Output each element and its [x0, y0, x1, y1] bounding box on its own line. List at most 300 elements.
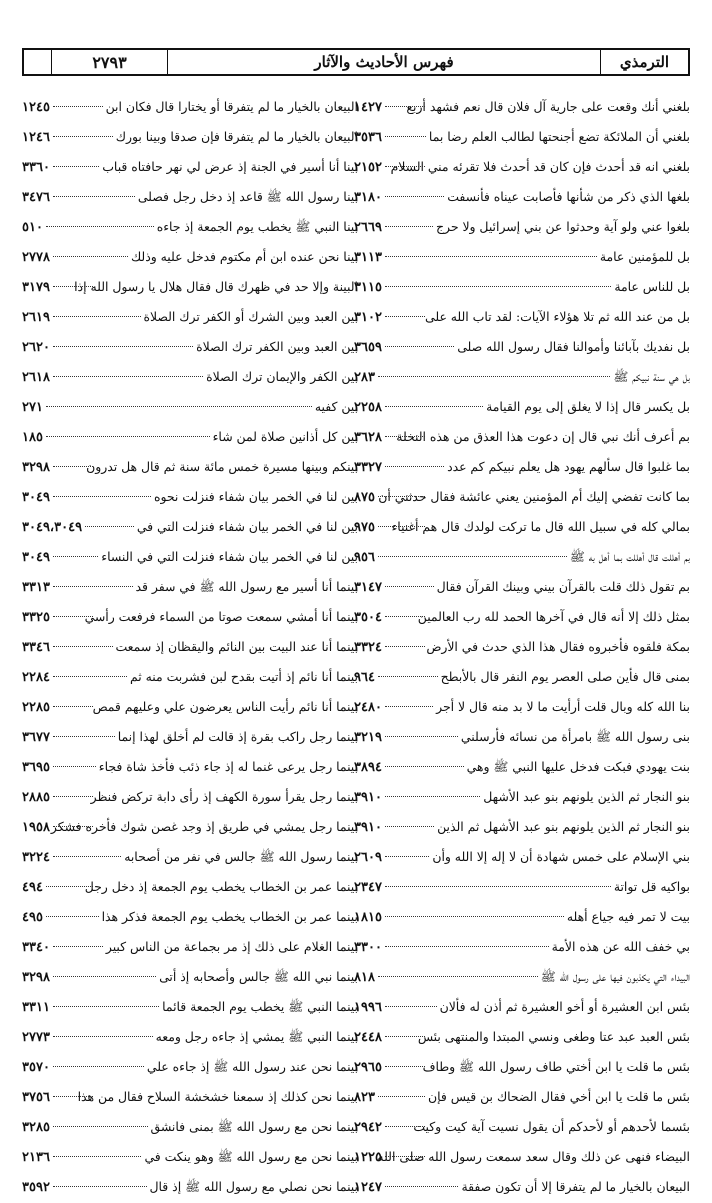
index-entry — [22, 992, 358, 1022]
hadith-number: ٣٥٩٢ — [22, 1180, 50, 1195]
hadith-number: ٣٢٩٨ — [22, 460, 50, 475]
dot-leader — [385, 856, 429, 857]
header-blank-cell — [24, 50, 52, 74]
hadith-incipit: بينما أنا نائم إذ أتيت بقدح لبن فشربت منه ثم — [130, 669, 358, 684]
dot-leader — [385, 1066, 425, 1067]
hadith-incipit: بئس ما قلت يا ابن أختي طاف رسول الله ﷺ وطاف — [422, 1059, 690, 1074]
dot-leader — [378, 556, 567, 557]
hadith-incipit: بينما نحن عند رسول الله ﷺ إذ جاءه علي — [146, 1059, 358, 1074]
dot-leader — [385, 586, 434, 587]
hadith-number: ٢٦١٨ — [22, 370, 50, 385]
dot-leader — [385, 196, 444, 197]
dot-leader — [53, 706, 93, 707]
dot-leader — [385, 1186, 459, 1187]
index-entry — [22, 1172, 358, 1202]
index-entry — [22, 242, 358, 272]
hadith-incipit: بمالي كله في سبيل الله قال ما تركت لولدك قال هم أغنياء — [391, 519, 690, 534]
hadith-number: ٣٩١٠ — [354, 790, 382, 805]
dot-leader — [53, 796, 93, 797]
dot-leader — [385, 436, 425, 437]
hadith-number: ٣٩١٠ — [354, 820, 382, 835]
index-entry — [354, 122, 690, 152]
hadith-incipit: البينة وإلا حد في ظهرك قال فقال هلال يا رسول الله إذا — [74, 279, 358, 294]
dot-leader — [385, 256, 597, 257]
hadith-incipit: بل للمؤمنين عامة — [599, 249, 690, 264]
index-entry — [22, 152, 358, 182]
index-entry — [22, 752, 358, 782]
hadith-number: ٣٦٢٨ — [354, 430, 382, 445]
dot-leader — [378, 676, 438, 677]
hadith-number: ٨١٨ — [354, 970, 375, 985]
index-title: فهرس الأحاديث والآثار — [314, 53, 454, 71]
dot-leader — [385, 946, 549, 947]
hadith-number: ٣٦٩٥ — [22, 760, 50, 775]
index-entry — [22, 572, 358, 602]
dot-leader — [385, 706, 433, 707]
hadith-incipit: البيعان بالخيار ما لم يتفرقا أو يختارا قال فكان ابن — [105, 99, 358, 114]
dot-leader — [385, 466, 444, 467]
hadith-number: ٢٨٨٥ — [22, 790, 50, 805]
hadith-number: ١٢٤٧ — [354, 1180, 382, 1195]
index-entry — [22, 332, 358, 362]
hadith-number: ٣٣٢٧ — [354, 460, 382, 475]
dot-leader — [385, 1006, 437, 1007]
index-entry — [354, 422, 690, 452]
hadith-incipit: بئسما لأحدهم أو لأحدكم أن يقول نسيت آية كيت وكيت — [413, 1119, 690, 1134]
hadith-incipit: بينما نحن مع رسول الله ﷺ وهو ينكت في — [144, 1149, 358, 1164]
hadith-incipit: بينا النبي ﷺ يخطب يوم الجمعة إذ جاءه — [156, 219, 358, 234]
hadith-number: ٣٤٧٦ — [22, 190, 50, 205]
index-entry — [22, 542, 358, 572]
hadith-number: ٢١٥٢ — [354, 160, 382, 175]
hadith-incipit: بينما أنا عند البيت بين النائم واليقظان إذ سمعت — [115, 639, 358, 654]
hadith-number: ٢٦١٩ — [22, 310, 50, 325]
hadith-incipit: بينما أنا نائم رأيت الناس يعرضون علي وعليهم قمص — [92, 699, 358, 714]
hadith-number: ٣٠٤٩،٣٠٤٩ — [22, 520, 83, 535]
hadith-number: ٣٦٥٩ — [354, 340, 382, 355]
dot-leader — [385, 106, 425, 107]
left-index-column — [22, 92, 358, 1195]
hadith-number: ٣٢٩٨ — [22, 970, 50, 985]
dot-leader — [385, 136, 426, 137]
index-entry — [22, 662, 358, 692]
index-entry — [354, 782, 690, 812]
index-entry — [354, 572, 690, 602]
hadith-number: ٢٦٦٩ — [354, 220, 382, 235]
hadith-number: ٣٣١١ — [22, 1000, 50, 1015]
index-entry — [22, 392, 358, 422]
index-entry — [354, 92, 690, 122]
hadith-incipit: بين العبد وبين الكفر ترك الصلاة — [196, 339, 358, 354]
hadith-incipit: بلغني أنك وقعت على جارية آل فلان قال نعم فشهد أربع — [406, 99, 690, 114]
dot-leader — [53, 676, 127, 677]
hadith-number: ٣٥٠٤ — [354, 610, 382, 625]
hadith-incipit: بمنى قال فأين صلى العصر يوم النفر قال بالأبطح — [440, 669, 690, 684]
index-entry — [22, 1112, 358, 1142]
hadith-incipit: بل نفديك بآبائنا وأموالنا فقال رسول الله صلى — [457, 339, 690, 354]
hadith-number: ٣٢١٩ — [354, 730, 382, 745]
dot-leader — [53, 1096, 93, 1097]
index-entry — [22, 722, 358, 752]
dot-leader — [385, 316, 425, 317]
index-entry — [22, 872, 358, 902]
dot-leader — [385, 916, 564, 917]
dot-leader — [385, 1036, 425, 1037]
hadith-incipit: بئس ابن العشيرة أو أخو العشيرة ثم أذن له فألان — [439, 999, 690, 1014]
hadith-number: ٣١١٥ — [354, 280, 382, 295]
index-entry — [22, 632, 358, 662]
hadith-incipit: بيت لا تمر فيه جياع أهله — [566, 909, 690, 924]
dot-leader — [385, 1126, 425, 1127]
hadith-number: ٣١٧٩ — [22, 280, 50, 295]
hadith-incipit: بم أهللت قال أهللت بما أهل به ﷺ — [569, 549, 690, 564]
hadith-incipit: بنو النجار ثم الذين يلونهم بنو عبد الأشهل — [483, 789, 690, 804]
hadith-incipit: بنت يهودي فبكت فدخل عليها النبي ﷺ وهي — [466, 759, 690, 774]
index-entry — [22, 1082, 358, 1112]
dot-leader — [53, 976, 156, 977]
hadith-incipit: بلغوا عني ولو آية وحدثوا عن بني إسرائيل ولا حرج — [436, 219, 690, 234]
index-entry — [22, 1142, 358, 1172]
hadith-number: ١٩٩٦ — [354, 1000, 382, 1015]
index-entry — [354, 662, 690, 692]
index-entry — [354, 482, 690, 512]
hadith-incipit: بنى رسول الله ﷺ بامرأة من نسائه فأرسلني — [460, 729, 690, 744]
hadith-incipit: البيعان بالخيار ما لم يتفرقا فإن صدقا وبينا بورك — [115, 129, 358, 144]
index-entry — [22, 842, 358, 872]
hadith-incipit: بينما النبي ﷺ يمشي إذ جاءه رجل ومعه — [155, 1029, 358, 1044]
dot-leader — [46, 406, 312, 407]
dot-leader — [46, 886, 93, 887]
dot-leader — [53, 1186, 147, 1187]
hadith-number: ٣٧٥٦ — [22, 1090, 50, 1105]
index-entry — [22, 362, 358, 392]
hadith-number: ٣٢٢٤ — [22, 850, 50, 865]
hadith-incipit: بينا أنا أسير في الجنة إذ عرض لي نهر حافتاه قباب — [102, 159, 358, 174]
hadith-incipit: بينما أنا أمشي سمعت صوتا من السماء فرفعت رأسي — [84, 609, 358, 624]
dot-leader — [385, 796, 480, 797]
index-entry — [22, 452, 358, 482]
index-entry — [22, 422, 358, 452]
hadith-incipit: بينما الغلام على ذلك إذ مر بجماعة من الناس كبير — [105, 939, 358, 954]
hadith-incipit: بينما نبي الله ﷺ جالس وأصحابه إذ أتى — [159, 969, 358, 984]
hadith-number: ٣١٤٧ — [354, 580, 382, 595]
hadith-incipit: البيضاء فنهى عن ذلك وقال سعد سمعت رسول الله صلى الله — [377, 1149, 690, 1164]
hadith-incipit: بل من عند الله ثم تلا هؤلاء الآيات: لقد تاب الله على — [425, 309, 690, 324]
index-entry — [22, 272, 358, 302]
page-number: ٢٧٩٣ — [52, 50, 168, 74]
hadith-number: ٩٥٦ — [354, 550, 375, 565]
index-entry — [354, 842, 690, 872]
hadith-number: ٣٣٤٠ — [22, 940, 50, 955]
dot-leader — [385, 616, 425, 617]
index-entry — [354, 182, 690, 212]
hadith-incipit: بينما رجل يمشي في طريق إذ وجد غصن شوك فأخره فشكر — [50, 819, 358, 834]
index-entry — [354, 962, 690, 992]
index-entry — [354, 332, 690, 362]
hadith-number: ٣٣٤٦ — [22, 640, 50, 655]
dot-leader — [53, 316, 141, 317]
dot-leader — [385, 166, 425, 167]
dot-leader — [385, 406, 483, 407]
hadith-number: ١٨٥ — [22, 430, 43, 445]
dot-leader — [378, 526, 425, 527]
hadith-incipit: بلغها الذي ذكر من شأنها فأصابت عيناه فأنسفت — [447, 189, 690, 204]
index-entry — [22, 962, 358, 992]
dot-leader — [53, 346, 193, 347]
running-header — [22, 48, 690, 76]
index-entry — [354, 1172, 690, 1202]
hadith-incipit: بينما نحن كذلك إذ سمعنا خشخشة السلاح فقال من هذا — [77, 1089, 358, 1104]
hadith-incipit: بل للناس عامة — [614, 279, 690, 294]
hadith-incipit: بنا الله كله وبال قلت أرأيت ما لا بد منه قال لا أجر — [436, 699, 690, 714]
index-entry — [22, 782, 358, 812]
dot-leader — [53, 826, 93, 827]
index-entry — [354, 1082, 690, 1112]
hadith-incipit: بما غلبوا قال سألهم يهود هل يعلم نبيكم كم عدد — [447, 459, 690, 474]
hadith-incipit: البيداء التي يكذبون فيها على رسول الله ﷺ — [540, 969, 690, 984]
index-entry — [354, 542, 690, 572]
index-entry — [354, 752, 690, 782]
index-entry — [354, 1052, 690, 1082]
dot-leader — [53, 646, 113, 647]
hadith-incipit: بلغني انه قد أحدث فإن كان قد أحدث فلا تقرئه مني السلام — [390, 159, 690, 174]
index-entry — [22, 212, 358, 242]
index-entry — [354, 992, 690, 1022]
hadith-incipit: بئس العبد عبد عتا وطغى ونسي المبتدا والمنتهى بئس — [417, 1029, 690, 1044]
hadith-number: ١٩٥٨ — [22, 820, 50, 835]
hadith-incipit: بينا رسول الله ﷺ قاعد إذ دخل رجل فصلى — [137, 189, 358, 204]
hadith-number: ٣٣٠٠ — [354, 940, 382, 955]
index-entry — [354, 692, 690, 722]
dot-leader — [378, 976, 538, 977]
hadith-incipit: بل هي سنة نبيكم ﷺ — [613, 369, 690, 384]
dot-leader — [53, 586, 133, 587]
dot-leader — [53, 736, 115, 737]
index-entry — [354, 212, 690, 242]
index-entry — [22, 692, 358, 722]
hadith-incipit: بينما النبي ﷺ يخطب يوم الجمعة قائما — [162, 999, 358, 1014]
index-entry — [354, 1112, 690, 1142]
hadith-number: ٣١١٣ — [354, 250, 382, 265]
dot-leader — [53, 196, 135, 197]
dot-leader — [53, 1156, 142, 1157]
dot-leader — [53, 466, 93, 467]
hadith-number: ٢٢٥٨ — [354, 400, 382, 415]
index-entry — [22, 182, 358, 212]
hadith-number: ٢٢٨٥ — [22, 700, 50, 715]
dot-leader — [46, 916, 99, 917]
hadith-incipit: بينكم وبينها مسيرة خمس مائة سنة ثم قال هل تدرون — [86, 459, 358, 474]
hadith-incipit: بواكيه قل تواتة — [613, 879, 690, 894]
hadith-incipit: بينا نحن عنده ابن أم مكتوم فدخل عليه وذلك — [130, 249, 358, 264]
index-entry — [354, 512, 690, 542]
index-entry — [22, 92, 358, 122]
hadith-number: ٣٨٩٤ — [354, 760, 382, 775]
hadith-incipit: البيعان بالخيار ما لم يتفرقا إلا أن تكون صفقة — [461, 1179, 690, 1194]
dot-leader — [385, 226, 433, 227]
hadith-number: ٣٥٧٠ — [22, 1060, 50, 1075]
hadith-number: ١٢٤٥ — [22, 100, 50, 115]
hadith-number: ٩٦٤ — [354, 670, 375, 685]
hadith-number: ٢٤٤٨ — [354, 1030, 382, 1045]
dot-leader — [53, 946, 103, 947]
hadith-incipit: بئس ما قلت يا ابن أخي فقال الضحاك بن قيس فإن — [427, 1089, 690, 1104]
index-entry — [22, 122, 358, 152]
index-entry — [22, 512, 358, 542]
hadith-incipit: بما كانت تفضي إليك أم المؤمنين يعني عائشة فقال حدثني أن — [378, 489, 690, 504]
hadith-number: ٢٦٢٠ — [22, 340, 50, 355]
hadith-incipit: بم أعرف أنك نبي قال إن دعوت هذا العذق من هذه النخلة — [396, 429, 690, 444]
dot-leader — [385, 736, 458, 737]
index-entry — [354, 392, 690, 422]
dot-leader — [385, 286, 611, 287]
dot-leader — [53, 1036, 153, 1037]
index-entry — [354, 362, 690, 392]
index-entry — [354, 632, 690, 662]
right-index-column — [354, 92, 690, 1195]
hadith-incipit: بين كفيه — [314, 399, 358, 414]
hadith-number: ٨٢٣ — [354, 1090, 375, 1105]
index-entry — [354, 272, 690, 302]
hadith-incipit: بينما نحن مع رسول الله ﷺ بمنى فانشق — [150, 1119, 358, 1134]
hadith-incipit: بين لنا في الخمر بيان شفاء فنزلت نحوه — [153, 489, 358, 504]
hadith-number: ٥١٠ — [22, 220, 43, 235]
hadith-number: ٢٩٦٥ — [354, 1060, 382, 1075]
hadith-incipit: بين العبد وبين الشرك أو الكفر ترك الصلاة — [143, 309, 358, 324]
dot-leader — [53, 136, 113, 137]
index-entry — [22, 902, 358, 932]
index-entry — [354, 812, 690, 842]
dot-leader — [385, 346, 454, 347]
dot-leader — [53, 106, 103, 107]
hadith-incipit: بلغني أن الملائكة تضع أجنحتها لطالب العلم رضا بما — [428, 129, 690, 144]
hadith-incipit: بين لنا في الخمر بيان شفاء فنزلت التي في — [136, 519, 358, 534]
hadith-incipit: بين لنا في الخمر بيان شفاء فنزلت التي في النساء — [101, 549, 358, 564]
hadith-number: ٢٦٠٩ — [354, 850, 382, 865]
index-entry — [354, 932, 690, 962]
hadith-incipit: بينما رسول الله ﷺ جالس في نفر من أصحابه — [124, 849, 358, 864]
hadith-incipit: بينما عمر بن الخطاب يخطب يوم الجمعة فذكر هذا — [101, 909, 358, 924]
index-entry — [354, 722, 690, 752]
hadith-number: ٣٠٤٩ — [22, 550, 50, 565]
dot-leader — [53, 166, 99, 167]
hadith-number: ٢١٣٦ — [22, 1150, 50, 1165]
hadith-number: ٢٢٨٤ — [22, 670, 50, 685]
hadith-number: ٤٩٥ — [22, 910, 43, 925]
hadith-number: ٢٣٤٧ — [354, 880, 382, 895]
dot-leader — [53, 766, 96, 767]
hadith-number: ٨٧٥ — [354, 490, 375, 505]
hadith-number: ١٢٢٥ — [354, 1150, 382, 1165]
hadith-incipit: بينما رجل يرعى غنما له إذ جاء ذئب فأخذ شاة فجاء — [98, 759, 358, 774]
index-entry — [22, 302, 358, 332]
hadith-incipit: بينما رجل راكب بقرة إذ قالت لم أخلق لهذا إنما — [117, 729, 358, 744]
hadith-number: ٣٣٦٠ — [22, 160, 50, 175]
dot-leader — [46, 436, 210, 437]
dot-leader — [53, 376, 203, 377]
index-entry — [354, 152, 690, 182]
dot-leader — [53, 256, 128, 257]
index-entry — [22, 932, 358, 962]
dot-leader — [385, 826, 434, 827]
index-entry — [22, 602, 358, 632]
dot-leader — [378, 376, 610, 377]
hadith-number: ٣١٠٢ — [354, 310, 382, 325]
dot-leader — [385, 886, 611, 887]
index-entry — [354, 1142, 690, 1172]
dot-leader — [53, 286, 93, 287]
dot-leader — [85, 526, 134, 527]
dot-leader — [385, 766, 464, 767]
dot-leader — [53, 1126, 148, 1127]
hadith-incipit: بل يكسر قال إذا لا يغلق إلى يوم القيامة — [486, 399, 690, 414]
dot-leader — [53, 556, 98, 557]
dot-leader — [53, 1006, 159, 1007]
hadith-number: ٢٧١ — [22, 400, 43, 415]
hadith-number: ٩٧٥ — [354, 520, 375, 535]
hadith-incipit: بينما نحن نصلي مع رسول الله ﷺ إذ قال — [149, 1179, 358, 1194]
dot-leader — [378, 1096, 425, 1097]
book-name: الترمذي — [600, 50, 688, 74]
dot-leader — [385, 1156, 425, 1157]
hadith-number: ٢٩٤٢ — [354, 1120, 382, 1135]
hadith-number: ٣١٨٠ — [354, 190, 382, 205]
index-entry — [354, 602, 690, 632]
hadith-number: ٤٩٤ — [22, 880, 43, 895]
hadith-number: ٣٠٤٩ — [22, 490, 50, 505]
index-entry — [22, 482, 358, 512]
hadith-number: ٢٤٨٠ — [354, 700, 382, 715]
hadith-number: ٣٣٢٤ — [354, 640, 382, 655]
dot-leader — [378, 496, 425, 497]
index-entry — [354, 1022, 690, 1052]
hadith-incipit: بمثل ذلك إلا أنه قال في آخرها الحمد لله رب العالمين — [417, 609, 690, 624]
dot-leader — [53, 856, 121, 857]
index-entry — [354, 872, 690, 902]
dot-leader — [53, 496, 151, 497]
hadith-incipit: بنو النجار ثم الذين يلونهم بنو عبد الأشهل ثم الذين — [437, 819, 690, 834]
hadith-number: ٢٨٣ — [354, 370, 375, 385]
index-entry — [354, 452, 690, 482]
hadith-incipit: بني الإسلام على خمس شهادة أن لا إله إلا الله وأن — [432, 849, 690, 864]
hadith-incipit: بم تقول ذلك قلت بالقرآن بيني وبينك القرآن فقال — [436, 579, 690, 594]
hadith-number: ٣٣٢٥ — [22, 610, 50, 625]
hadith-number: ١٢٤٦ — [22, 130, 50, 145]
dot-leader — [53, 616, 93, 617]
index-entry — [22, 1052, 358, 1082]
hadith-number: ٣٥٣٦ — [354, 130, 382, 145]
index-entry — [354, 242, 690, 272]
dot-leader — [385, 646, 425, 647]
hadith-incipit: بمكة فلقوه فأخبروه فقال هذا الذي حدث في الأرض — [426, 639, 690, 654]
hadith-number: ٢٧٧٣ — [22, 1030, 50, 1045]
hadith-number: ١٤٢٧ — [354, 100, 382, 115]
hadith-incipit: بينما أنا أسير مع رسول الله ﷺ في سفر قد — [135, 579, 358, 594]
hadith-number: ٢٧٧٨ — [22, 250, 50, 265]
hadith-incipit: بينما عمر بن الخطاب يخطب يوم الجمعة إذ دخل رجل — [84, 879, 358, 894]
hadith-incipit: بي خفف الله عن هذه الأمة — [551, 939, 690, 954]
hadith-number: ١٨١٥ — [354, 910, 382, 925]
hadith-incipit: بين كل أذانين صلاة لمن شاء — [212, 429, 358, 444]
hadith-incipit: بينما رجل يقرأ سورة الكهف إذ رأى دابة تركض فنظر — [90, 789, 358, 804]
dot-leader — [53, 1066, 144, 1067]
hadith-number: ٣٢٨٥ — [22, 1120, 50, 1135]
index-entry — [22, 812, 358, 842]
hadith-number: ٣٦٧٧ — [22, 730, 50, 745]
index-entry — [354, 902, 690, 932]
dot-leader — [46, 226, 154, 227]
index-entry — [22, 1022, 358, 1052]
